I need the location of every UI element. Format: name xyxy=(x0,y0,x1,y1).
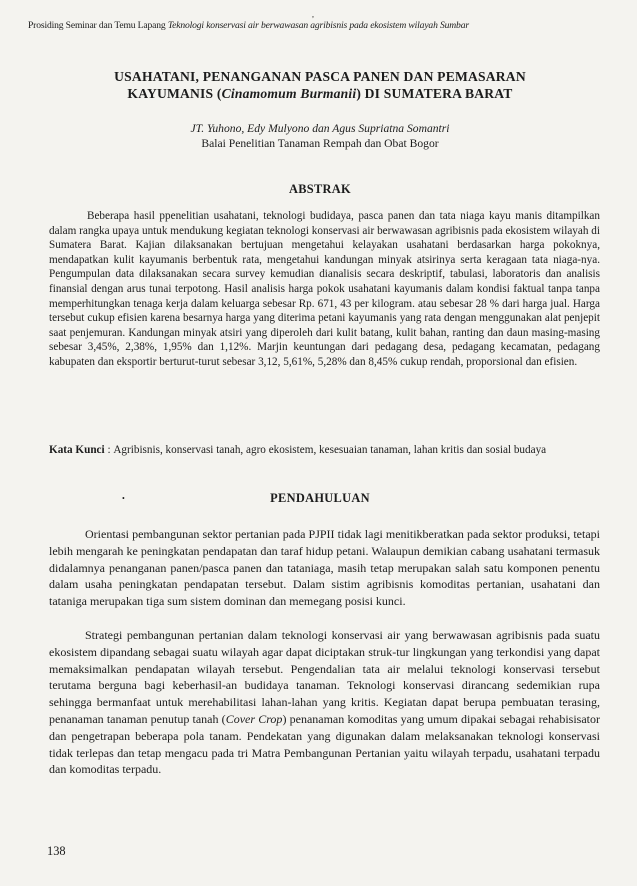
title-species-name: Cinamomum Burmanii xyxy=(221,86,357,101)
paragraph-2-start: Strategi pembangunan pertanian dalam teknologi konservasi air yang berwawasan agribisnis pada suatu ekosistem dipandang sebagai suatu wilayah agar dapat diciptakan struk-tur lingkungan yang terkondisi yang dapat memaksimalkan pendapatan wilayah tersebut. Pengendalian tata air melalui teknologi konservasi tersebut terutama berguna bagi keberhasil-an budidaya tanaman. Teknologi konservasi dirancang sedemikian rupa sehingga bermanfaat untuk merehabilitasi lahan-lahan yang kritis. Kegiatan dapat berupa pembuatan terasing, penanaman tanaman penutup tanah ( xyxy=(49,628,600,726)
introduction-heading: PENDAHULUAN xyxy=(270,491,370,505)
running-header-italic: Teknologi konservasi air berwawasan agribisnis pada ekosistem wilayah Sumbar xyxy=(167,20,469,31)
keywords-separator: : xyxy=(104,444,114,456)
paper-title xyxy=(60,68,580,102)
abstract-heading: ABSTRAK xyxy=(288,182,351,196)
paragraph-2-italic-term: Cover Crop xyxy=(225,711,283,726)
page-number: 138 xyxy=(47,844,66,858)
running-header-prefix: Prosiding Seminar dan Temu Lapang xyxy=(28,20,168,31)
title-line-2-start: KAYUMANIS ( xyxy=(127,86,222,101)
authors: JT. Yuhono, Edy Mulyono dan Agus Supriatna Somantri xyxy=(190,122,450,135)
introduction-paragraph-2 xyxy=(49,627,600,778)
title-line-1: USAHATANI, PENANGANAN PASCA PANEN DAN PEMASARAN xyxy=(114,69,526,84)
keywords-text: Agribisnis, konservasi tanah, agro ekosistem, kesesuaian tanaman, lahan kritis dan sosial budaya xyxy=(113,444,547,456)
paragraph-2-end: ) penanaman komoditas yang umum dipakai sebagai rehabisisator dan pengetrapan beberapa pola tanam. Pendekatan yang digunakan dalam melaksanakan teknologi konservasi tidak terlepas dan tetap mengacu pada tri Matra Pembangunan Pertanian yaitu wilayah terpadu, usahatani terpadu dan komoditas terpadu. xyxy=(49,711,600,777)
title-line-2-end: ) DI SUMATERA BARAT xyxy=(356,86,513,101)
introduction-paragraph-1: Orientasi pembangunan sektor pertanian pada PJPII tidak lagi menitikberatkan pada sektor produksi, tetapi lebih mengarah ke peningkatan pendapatan dan taraf hidup petani. Walaupun demikian cabang usahatani termasuk didalamnya penanganan panen/pasca panen dan tataniaga, masih tetap merupakan salah satu komponen penentu dalam usaha peningkatan pendapatan tersebut. Dalam sistim agribisnis komoditas pertanian, usahatani dan tataniga merupakan tiga sum sistem dominan dan memegang posisi kunci. xyxy=(49,527,600,609)
running-header xyxy=(28,20,618,31)
keywords-label: Kata Kunci xyxy=(49,444,105,456)
scan-mark: , xyxy=(312,10,314,19)
scan-dot: • xyxy=(122,494,125,503)
title-line-2 xyxy=(60,85,580,102)
affiliation: Balai Penelitian Tanaman Rempah dan Obat Bogor xyxy=(201,137,439,150)
keywords xyxy=(49,443,600,458)
abstract-text: Beberapa hasil ppenelitian usahatani, teknologi budidaya, pasca panen dan tata niaga kayu manis ditampilkan dalam rangka upaya untuk mendukung kegiatan teknologi konservasi air berwawasan agribisnis pada ekosistem wilayah di Sumatera Barat. Kajian dilaksanakan bertujuan mengetahui kelayakan usahatani berdasarkan harga pokoknya, mendapatkan kulit kayumanis berbentuk rata, mengetahui kandungan minyak atsirinya serta keragaan tata niaga-nya. Pengumpulan data dilaksanakan secara survey kemudian dianalisis secara deskriptif, tabulasi, laboratoris dan analisis finansial dengan arus tunai terpotong. Hasil analisis harga pokok usahatani kayumanis dalam kondisi faktual tanpa tanpa memperhitungkan tenaga kerja dalam keluarga sebesar Rp. 671, 43 per kilogram. atau sebesar 28 % dari harga jual. Harga tersebut cukup efisien karena besarnya harga yang diterima petani kayumanis yang rata dengan menggunakan alat penjepit saat penjemuran. Kandungan minyak atsiri yang diperoleh dari kulit batang, kulit bahan, ranting dan daun masing-masing sebesar 3,45%, 2,38%, 1,95% dan 1,12%. Marjin keuntungan dari pedagang desa, pedagang kecamatan, pedagang kabupaten dan eksportir berturut-turut sebesar 3,12, 5,61%, 5,28% dan 8,45% cukup rendah, proporsional dan efisien. xyxy=(49,210,600,368)
